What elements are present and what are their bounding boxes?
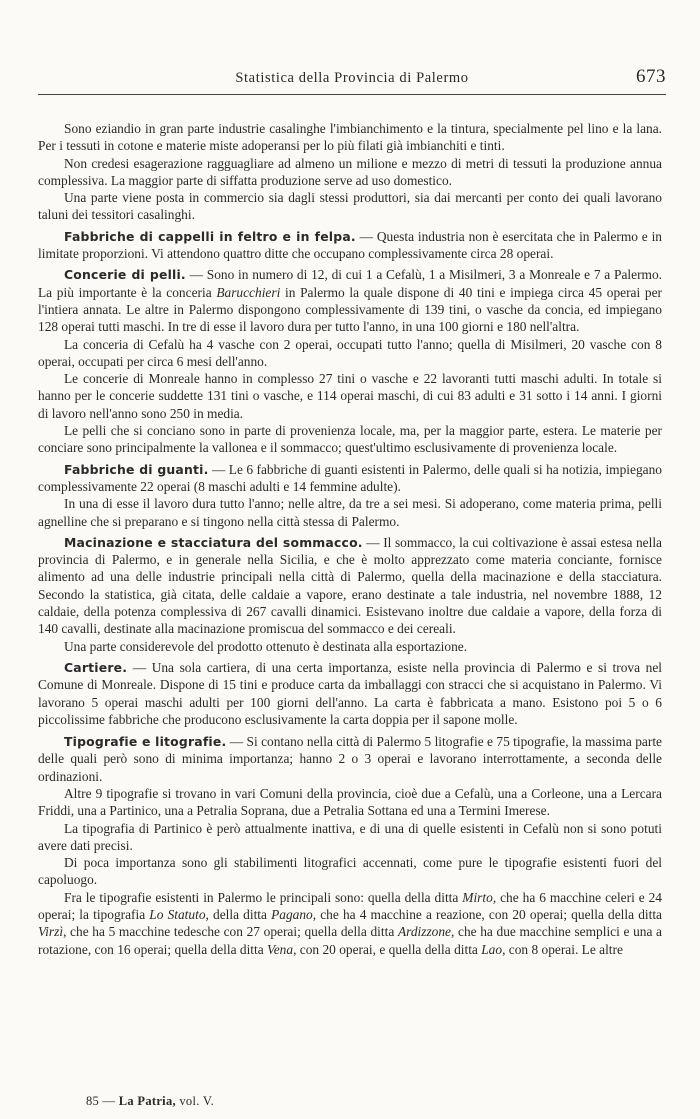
company-name: Vena — [267, 941, 294, 957]
section-paragraph — [38, 461, 662, 496]
paragraph — [38, 495, 662, 530]
company-name: Mirto — [462, 889, 493, 905]
paragraph-text: , che ha due macchine semplici e una a rotazione, con 16 operai; quella della ditta — [38, 924, 662, 957]
paragraph — [38, 370, 662, 422]
section-heading: Macinazione e stacciatura del sommacco. — [64, 534, 363, 550]
paragraph-text: Una parte considerevole del prodotto ottenuto è destinata alla esportazione. — [64, 638, 468, 654]
paragraph-text: Di poca importanza sono gli stabilimenti litografici accennati, come pure le tipografie esistenti fuori del capoluogo. — [38, 855, 662, 888]
section-paragraph — [38, 266, 662, 335]
body-text — [38, 120, 662, 958]
paragraph-text: Altre 9 tipografie si trovano in vari Comuni della provincia, cioè due a Cefalù, una a Corleone, una a Lercara Friddi, una a Partinico, una a Petralia Soprana, due a Petralia Sottana ed una a Termini Imerese. — [38, 785, 662, 819]
paragraph-text: , della ditta — [205, 907, 272, 923]
section-paragraph — [38, 534, 662, 638]
paragraph-text: La tipografia di Partinico è però attualmente inattiva, e di una di quelle esistenti in Cefalù non si sono potuti avere dati precisi. — [38, 820, 662, 853]
paragraph — [38, 638, 662, 655]
paragraph-text: Le pelli che si conciano sono in parte di provenienza locale, ma, per la maggior parte, estera. Le materie per conciare sono principalmente la vallonea e il sommacco; quest'ultimo esclusivamente di provenienza locale. — [38, 423, 662, 456]
running-title: Statistica della Provincia di Palermo — [235, 70, 469, 86]
volume-label: vol. V. — [179, 1094, 215, 1108]
page-number: 673 — [636, 66, 666, 87]
paragraph-text: Sono eziandio in gran parte industrie casalinghe l'imbianchimento e la tintura, specialmente pel lino e la lana. Per i tessuti in cotone e materie miste adoperansi per lo più filati già imbianchiti e tinti. — [38, 121, 662, 154]
paragraph — [38, 854, 662, 889]
section-paragraph — [38, 733, 662, 785]
paragraph-text: in Palermo la quale dispone di 40 tini e impiega circa 45 operai per l'intiera annata. Le altre in Palermo dispongono complessivamente di 139 tini, o vasche da concia, ed impiegano 128 operai tutti maschi. In tre di esse il lavoro dura per tutto l'anno, in una 100 giorni e 180 nell'altra. — [38, 284, 662, 335]
paragraph-text: — Una sola cartiera, di una certa importanza, esiste nella provincia di Palermo e si trova nel Comune di Monreale. Dispone di 15 tini e produce carta da imballaggi con stracci che si acquistano in Palermo. Vi lavorano 5 operai maschi adulti per 100 giorni dell'anno. La carta è fabbricata a mano. Esistono poi 5 o 6 piccolissime fabbriche che producono esclusivamente la carta doppia per il sapone molle. — [38, 659, 662, 727]
paragraph — [38, 889, 662, 958]
paragraph — [38, 785, 662, 820]
paragraph-text: — Il sommacco, la cui coltivazione è assai estesa nella provincia di Palermo, e in generale nella Sicilia, e che è molto apprezzato come materia conciante, fornisce alimento ad una delle industrie principali nella città di Palermo, quella della macinazione e della stacciatura. Secondo la statistica, già citata, delle caldaie a vapore, erano destinate a tale industria, nel novembre 1888, 12 caldaie, della potenza complessiva di 267 cavalli dinamici. Esistevano inoltre due caldaie a vapore, della forza di 140 cavalli, destinate alla macinazione promiscua del sommacco e dei cereali. — [38, 534, 662, 637]
section-paragraph — [38, 228, 662, 263]
paragraph-text: Fra le tipografie esistenti in Palermo le principali sono: quella della ditta — [64, 889, 463, 905]
paragraph-text: La conceria di Cefalù ha 4 vasche con 2 operai, occupati tutto l'anno; quella di Misilmeri, 20 vasche con 8 operai, occupati per circa 6 mesi dell'anno. — [38, 336, 662, 369]
section-heading: Fabbriche di cappelli in feltro e in felpa. — [64, 228, 356, 244]
paragraph-text: Non credesi esagerazione ragguagliare ad almeno un milione e mezzo di metri di tessuti la produzione annua complessiva. La maggior parte di siffatta produzione serve ad uso domestico. — [38, 155, 662, 188]
section-heading: Concerie di pelli. — [64, 267, 186, 283]
paragraph-text: Una parte viene posta in commercio sia dagli stessi produttori, sia dai mercanti per conto dei quali lavorano taluni dei tessitori casalinghi. — [38, 190, 662, 223]
section-heading: Fabbriche di guanti. — [64, 461, 209, 477]
paragraph-text: , con 20 operai, e quella della ditta — [293, 941, 482, 957]
section-paragraph — [38, 659, 662, 728]
paragraph-text: — Si contano nella città di Palermo 5 litografie e 75 tipografie, la massima parte delle quali però sono di minima importanza; hanno 2 o 3 operai e lavorano interrottamente, a seconda delle ordinazioni. — [38, 734, 662, 784]
periodical-name: La Patria, — [118, 1094, 176, 1108]
section-heading: Cartiere. — [64, 659, 128, 675]
page-footer — [86, 1094, 214, 1109]
company-name: Virzì — [38, 924, 64, 940]
company-name: Pagano — [271, 907, 313, 923]
signature-mark: 85 — — [86, 1094, 116, 1108]
section-heading: Tipografie e litografie. — [64, 734, 227, 750]
paragraph-text: , che ha 6 macchine celeri e 24 operai; la tipografia — [38, 889, 663, 923]
paragraph — [38, 120, 662, 155]
proper-name: Barucchieri — [216, 284, 281, 300]
paragraph — [38, 336, 662, 371]
paragraph — [38, 155, 662, 190]
paragraph-text: — Sono in numero di 12, di cui 1 a Cefalù, 1 a Misilmeri, 3 a Monreale e 7 a Palermo. La più importante è la conceria — [38, 267, 662, 300]
paragraph-text: — Questa industria non è esercitata che in Palermo e in limitate proporzioni. Vi attendono quattro ditte che occupano complessivamente circa 28 operai. — [38, 228, 662, 262]
paragraph — [38, 189, 662, 224]
paragraph-text: , che ha 4 macchine a reazione, con 20 operai; quella della ditta — [312, 907, 662, 923]
company-name: Lao — [481, 941, 503, 957]
paragraph-text: , con 8 operai. Le altre — [502, 941, 623, 957]
company-name: Ardizzone — [397, 924, 452, 940]
company-name: Lo Statuto — [149, 907, 206, 923]
paragraph-text: Le concerie di Monreale hanno in complesso 27 tini o vasche e 22 lavoranti tutti maschi adulti. In totale si hanno per le concerie suddette 131 tini o vasche, e 114 operai maschi, di cui 83 adulti e 31 sotto i 14 anni. I giorni di lavoro nell'anno sono 250 in media. — [38, 371, 662, 421]
paragraph-text: — Le 6 fabbriche di guanti esistenti in Palermo, delle quali si ha notizia, impiegano complessivamente 22 operai (8 maschi adulti e 14 femmine adulte). — [38, 461, 662, 494]
paragraph-text: , che ha 5 macchine tedesche con 27 operai; quella della ditta — [63, 924, 398, 940]
page-header — [38, 68, 666, 95]
paragraph-text: In una di esse il lavoro dura tutto l'anno; nelle altre, da tre a sei mesi. Si adoperano, come materia prima, pelli agnelline che si preparano e si tingono nella città stessa di Palermo. — [38, 496, 662, 529]
paragraph — [38, 820, 662, 855]
paragraph — [38, 422, 662, 457]
